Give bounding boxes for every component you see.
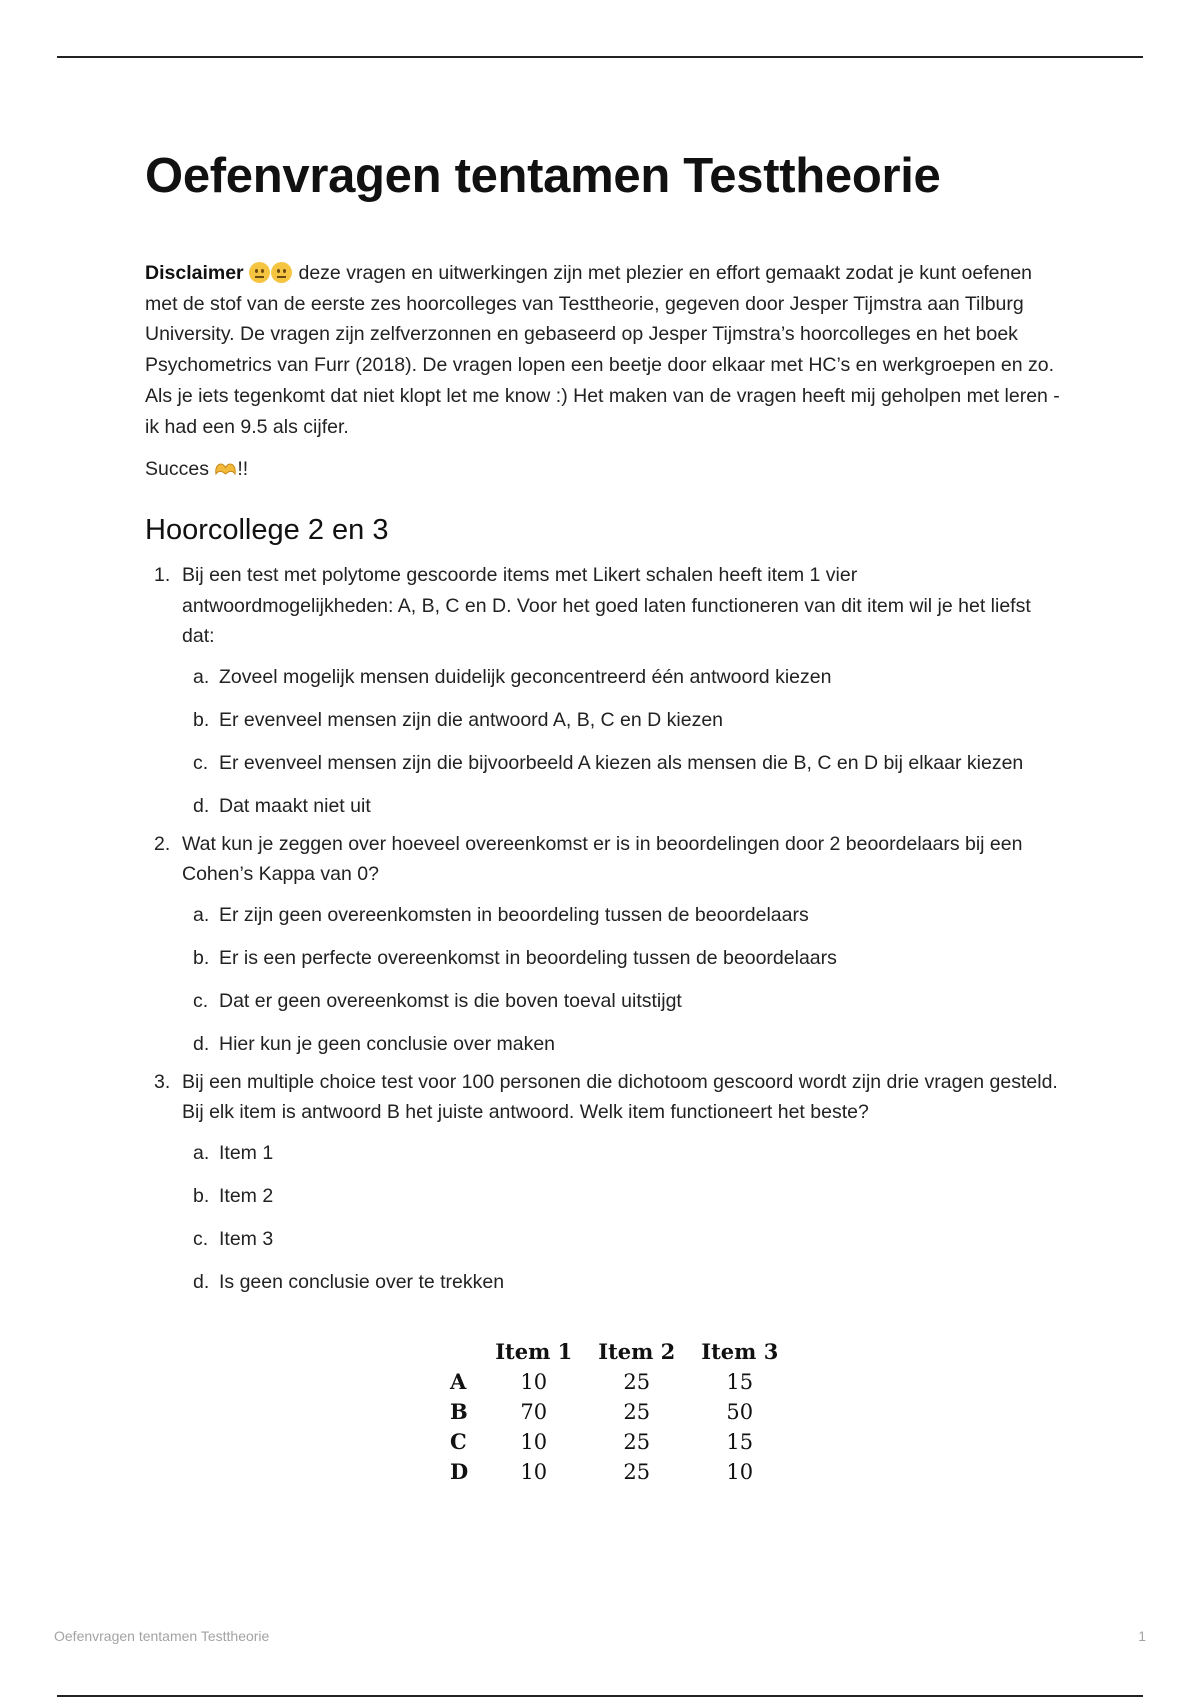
column-header: Item 3 bbox=[701, 1339, 779, 1365]
grimace-face-icon bbox=[249, 262, 270, 283]
grimace-face-icon bbox=[271, 262, 292, 283]
option-text: Dat maakt niet uit bbox=[219, 794, 371, 817]
option-letter: c. bbox=[193, 989, 209, 1012]
option-text: Er evenveel mensen zijn die bijvoorbeeld A kiezen als mensen die B, C en D bij elkaar kiezen bbox=[219, 751, 1024, 774]
option-item bbox=[182, 662, 1065, 692]
option-item bbox=[182, 705, 1065, 735]
option-item bbox=[182, 1181, 1065, 1211]
table-corner bbox=[450, 1337, 482, 1367]
footer-page-number: 1 bbox=[1138, 1628, 1146, 1644]
option-letter: a. bbox=[193, 903, 210, 926]
question-2 bbox=[145, 829, 1065, 1059]
page-content bbox=[145, 140, 1065, 1487]
table-cell: 25 bbox=[623, 1429, 651, 1454]
option-item bbox=[182, 943, 1065, 973]
table-cell: 25 bbox=[623, 1369, 651, 1394]
option-item bbox=[182, 1029, 1065, 1059]
table-row bbox=[450, 1397, 791, 1427]
table-row bbox=[450, 1427, 791, 1457]
question-text: Bij een multiple choice test voor 100 personen die dichotoom gescoord wordt zijn drie vragen gesteld. Bij elk item is antwoord B het juiste antwoord. Welk item functioneert het beste? bbox=[182, 1070, 1058, 1124]
table-row bbox=[450, 1367, 791, 1397]
option-letter: c. bbox=[193, 1227, 209, 1250]
question-number: 1. bbox=[154, 564, 171, 587]
option-text: Item 2 bbox=[219, 1184, 274, 1207]
table-cell: 15 bbox=[726, 1369, 754, 1394]
table-cell: 50 bbox=[726, 1399, 754, 1424]
column-header: Item 1 bbox=[495, 1339, 573, 1365]
question-number: 2. bbox=[154, 832, 171, 855]
disclaimer-text: deze vragen en uitwerkingen zijn met plezier en effort gemaakt zodat je kunt oefenen met de stof van de eerste zes hoorcolleges van Testtheorie, gegeven door Jesper Tijmstra aan Tilburg University. De vragen zijn zelfverzonnen en gebaseerd op Jesper Tijmstra’s hoorcolleges en het boek Psychometrics van Furr (2018). De vragen lopen een beetje door elkaar met HC’s en werkgroepen en zo. Als je iets tegenkomt dat niet klopt let me know :) Het maken van de vragen heeft mij geholpen met leren - ik had een 9.5 als cijfer. bbox=[145, 262, 1060, 438]
section-heading: Hoorcollege 2 en 3 bbox=[145, 514, 389, 547]
option-item bbox=[182, 900, 1065, 930]
question-list bbox=[145, 560, 1065, 1297]
table-cell: 10 bbox=[520, 1429, 548, 1454]
row-label: B bbox=[450, 1399, 468, 1425]
option-text: Is geen conclusie over te trekken bbox=[219, 1270, 505, 1293]
option-text: Er evenveel mensen zijn die antwoord A, B, C en D kiezen bbox=[219, 708, 724, 731]
option-text: Item 3 bbox=[219, 1227, 274, 1250]
row-label: A bbox=[450, 1369, 467, 1395]
table-header-row bbox=[450, 1337, 791, 1367]
option-item bbox=[182, 1138, 1065, 1168]
table-cell: 70 bbox=[520, 1399, 548, 1424]
option-letter: b. bbox=[193, 946, 210, 969]
question-text: Wat kun je zeggen over hoeveel overeenkomst er is in beoordelingen door 2 beoordelaars bij een Cohen’s Kappa van 0? bbox=[182, 832, 1023, 886]
option-letter: d. bbox=[193, 1270, 210, 1293]
succes-text: Succes bbox=[145, 458, 215, 481]
table-row bbox=[450, 1457, 791, 1487]
table-cell: 10 bbox=[520, 1459, 548, 1484]
question-text: Bij een test met polytome gescoorde items met Likert schalen heeft item 1 vier antwoordmogelijkheden: A, B, C en D. Voor het goed laten functioneren van dit item wil je het liefst dat: bbox=[182, 564, 1031, 648]
disclaimer-label: Disclaimer bbox=[145, 262, 244, 284]
table-cell: 10 bbox=[726, 1459, 754, 1484]
top-rule bbox=[57, 56, 1143, 58]
question-1 bbox=[145, 560, 1065, 821]
option-letter: b. bbox=[193, 1184, 210, 1207]
option-item bbox=[182, 1267, 1065, 1297]
option-item bbox=[182, 748, 1065, 778]
table-cell: 25 bbox=[623, 1399, 651, 1424]
option-text: Er is een perfecte overeenkomst in beoordeling tussen de beoordelaars bbox=[219, 946, 837, 969]
row-label: D bbox=[450, 1459, 469, 1485]
option-letter: d. bbox=[193, 794, 210, 817]
page-title: Oefenvragen tentamen Testtheorie bbox=[145, 149, 941, 203]
option-letter: b. bbox=[193, 708, 210, 731]
option-letter: a. bbox=[193, 1141, 210, 1164]
option-letter: c. bbox=[193, 751, 209, 774]
option-text: Item 1 bbox=[219, 1141, 274, 1164]
row-label: C bbox=[450, 1429, 467, 1455]
footer-title: Oefenvragen tentamen Testtheorie bbox=[54, 1628, 270, 1644]
option-list bbox=[182, 900, 1065, 1059]
bottom-rule bbox=[57, 1695, 1143, 1697]
option-item bbox=[182, 791, 1065, 821]
heart-hands-icon bbox=[214, 456, 237, 472]
option-text: Er zijn geen overeenkomsten in beoordeling tussen de beoordelaars bbox=[219, 903, 809, 926]
table-cell: 10 bbox=[520, 1369, 548, 1394]
question-3 bbox=[145, 1067, 1065, 1297]
option-text: Dat er geen overeenkomst is die boven toeval uitstijgt bbox=[219, 989, 682, 1012]
table-cell: 15 bbox=[726, 1429, 754, 1454]
column-header: Item 2 bbox=[598, 1339, 676, 1365]
option-letter: d. bbox=[193, 1032, 210, 1055]
succes-exclamation: !! bbox=[237, 458, 249, 481]
option-text: Hier kun je geen conclusie over maken bbox=[219, 1032, 556, 1055]
succes-line bbox=[145, 454, 1065, 484]
table-cell: 25 bbox=[623, 1459, 651, 1484]
option-list bbox=[182, 662, 1065, 821]
disclaimer-paragraph bbox=[145, 258, 1065, 442]
option-item bbox=[182, 1224, 1065, 1254]
option-text: Zoveel mogelijk mensen duidelijk geconcentreerd één antwoord kiezen bbox=[219, 665, 832, 688]
option-item bbox=[182, 986, 1065, 1016]
question-number: 3. bbox=[154, 1070, 171, 1093]
answer-distribution-table bbox=[450, 1337, 791, 1487]
option-letter: a. bbox=[193, 665, 210, 688]
option-list bbox=[182, 1138, 1065, 1297]
